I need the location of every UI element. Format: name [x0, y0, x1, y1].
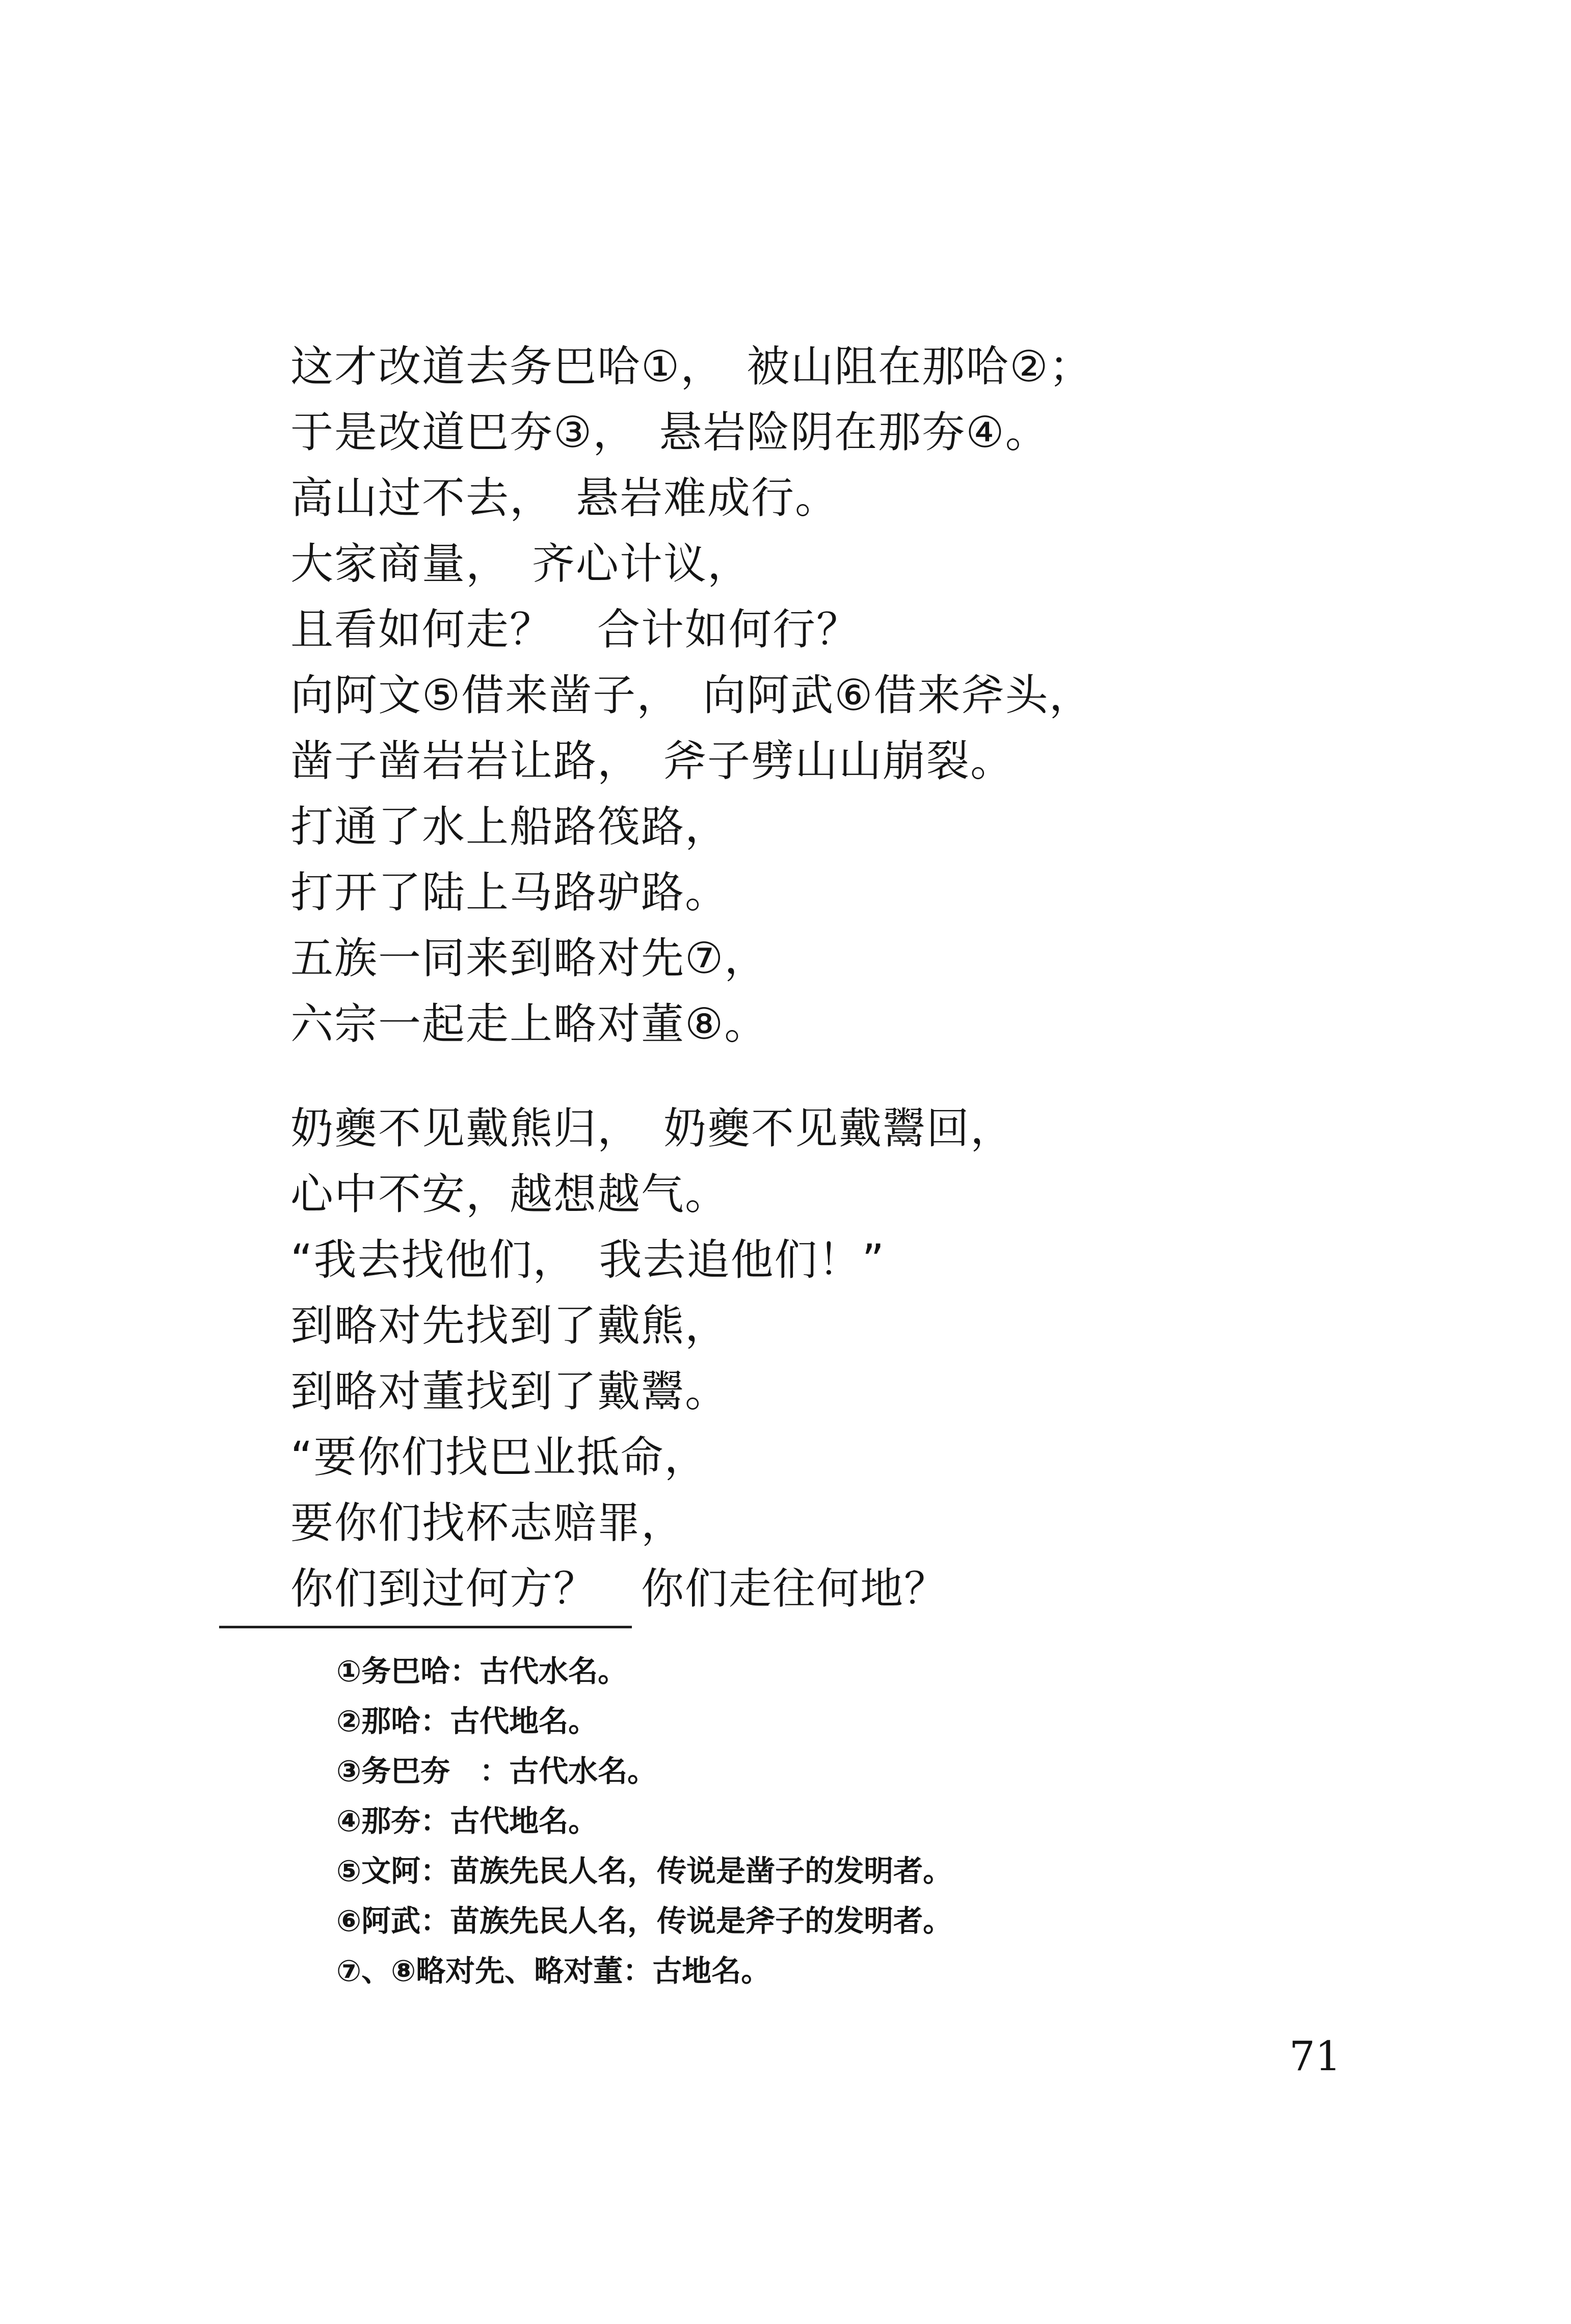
footnote: ④那夯：古代地名。	[336, 1804, 598, 1838]
poem-line: 到略对先找到了戴熊，	[290, 1301, 729, 1351]
poem-stanza-1	[290, 334, 1310, 1057]
footnote: ⑤文阿：苗族先民人名，传说是凿子的发明者。	[336, 1854, 953, 1888]
poem-line: 到略对董找到了戴鬻。	[290, 1366, 729, 1416]
poem-line: 奶夔不见戴熊归， 奶夔不见戴鬻回，	[290, 1103, 1015, 1153]
poem-line: 打通了水上船路筏路，	[290, 802, 729, 852]
footnote: ③务巴夯 ：古代水名。	[336, 1754, 657, 1788]
poem-line: 凿子凿岩岩让路， 斧子劈山山崩裂。	[290, 736, 1015, 786]
footnote: ①务巴哈：古代水名。	[336, 1654, 628, 1688]
page-number: 71	[1289, 2032, 1341, 2080]
footnote: ⑦、⑧略对先、略对董：古地名。	[336, 1953, 771, 1988]
footnote: ⑥阿武：苗族先民人名，传说是斧子的发明者。	[336, 1904, 953, 1938]
poem-line: 心中不安，越想越气。	[290, 1169, 729, 1219]
poem-line: 这才改道去务巴哈①， 被山阻在那哈②；	[290, 341, 1093, 391]
poem-line: 高山过不去， 悬岩难成行。	[290, 473, 839, 523]
poem-line: 要你们找杯志赔罪，	[290, 1498, 685, 1548]
footnote-divider	[219, 1626, 632, 1628]
poem-line: 五族一同来到略对先⑦，	[290, 933, 768, 983]
poem-line: 向阿文⑤借来凿子， 向阿武⑥借来斧头，	[290, 670, 1093, 720]
poem-line: 大家商量， 齐心计议，	[290, 539, 752, 589]
poem-line: 六宗一起走上略对董⑧。	[290, 999, 768, 1049]
poem-line: 且看如何走？ 合计如何行？	[290, 604, 861, 654]
poem-line: 于是改道巴夯③， 悬岩险阴在那夯④。	[290, 407, 1049, 457]
poem-line: 你们到过何方？ 你们走往何地？	[290, 1564, 948, 1614]
footnotes	[336, 1646, 1406, 1996]
poem-line: 打开了陆上马路驴路。	[290, 867, 729, 917]
poem-line: “我去找他们， 我去追他们！”	[290, 1235, 886, 1285]
poem-line: “要你们找巴业抵命，	[290, 1432, 708, 1482]
poem-stanza-2	[290, 1096, 1310, 1622]
footnote: ②那哈：古代地名。	[336, 1704, 598, 1738]
